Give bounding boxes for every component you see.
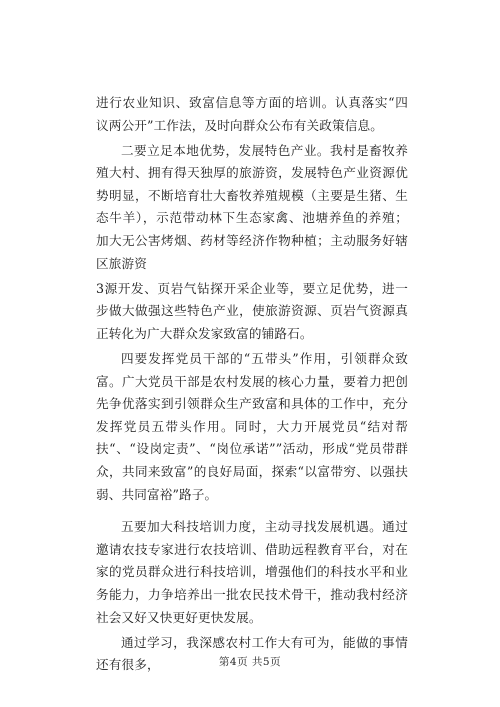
paragraph-local-advantages: 二要立足本地优势，发展特色产业。我村是畜牧养殖大村、拥有得天独厚的旅游资，发展特色产业资源优势明显，不断培育壮大畜牧养殖规模（主要是生猪、生态牛羊），示范带动林下生态家禽、池塘养鱼的养殖；加大无公害烤烟、药材等经济作物种植；主动服务好辖区旅游资 bbox=[96, 142, 408, 271]
page-number-footer: 第4页 共5页 bbox=[218, 656, 282, 668]
paragraph-conclusion-start: 通过学习，我深感农村工作大有可为，能做的事情还有很多， bbox=[96, 634, 408, 673]
paragraph-resource-development: 3源开发、页岩气钻探开采企业等，要立足优势，进一步做大做强这些特色产业，使旅游资源、页岩气资源真正转化为广大群众发家致富的铺路石。 bbox=[96, 280, 408, 341]
paragraph-party-members-role: 四要发挥党员干部的“五带头”作用，引领群众致富。广大党员干部是农村发展的核心力量，要着力把创先争优落实到引领群众生产致富和具体的工作中，充分发挥党员五带头作用。同时，大力开展党员“结对帮扶“、“设岗定责”、“岗位承诺””活动，形成“党员带群众，共同来致富”的良好局面，探索“以富带穷、以强扶弱、共同富裕”路子。 bbox=[96, 351, 408, 502]
paragraph-technology-training: 五要加大科技培训力度，主动寻找发展机遇。通过邀请农技专家进行农技培训、借助远程教育平台，对在家的党员群众进行科技培训，增强他们的科技水平和业务能力，力争培养出一批农民技术骨干，推动我村经济社会又好又快更好更快发展。 bbox=[96, 519, 408, 625]
paragraph-training-continued: 进行农业知识、致富信息等方面的培训。认真落实“四议两公开”工作法，及时向群众公布有关政策信息。 bbox=[96, 95, 408, 133]
document-body bbox=[96, 92, 408, 677]
